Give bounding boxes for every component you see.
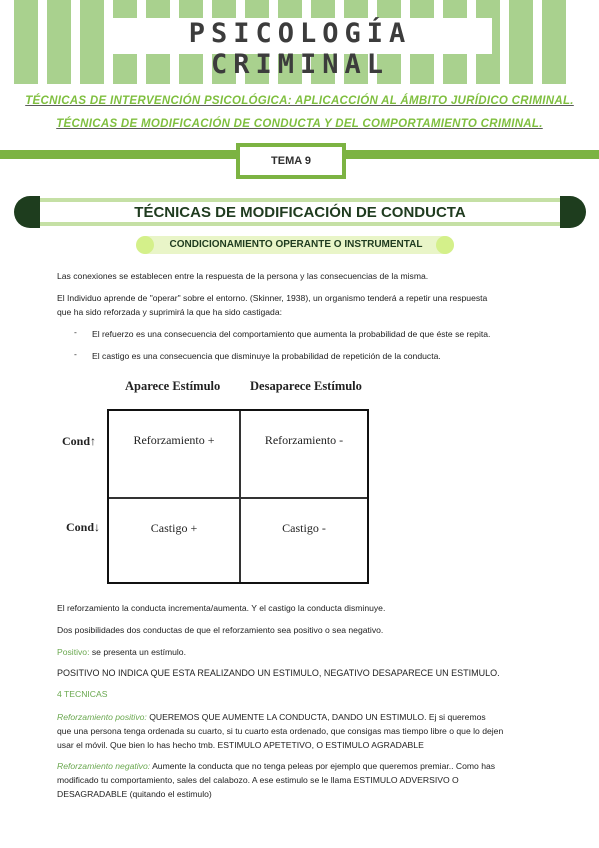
page-title: PSICOLOGÍA CRIMINAL bbox=[188, 18, 412, 80]
tecnicas-heading: 4 TECNICAS bbox=[57, 689, 108, 699]
reforzamiento-negativo-label: Reforzamiento negativo: bbox=[57, 761, 151, 771]
banner-stripe bbox=[40, 222, 560, 226]
reforzamiento-positivo-text: QUEREMOS QUE AUMENTE LA CONDUCTA, DANDO UN ESTIMULO. Ej si queremos bbox=[146, 712, 486, 722]
cell-reforzamiento-negativo: Reforzamiento - bbox=[264, 433, 344, 447]
section-heading-banner bbox=[14, 196, 586, 228]
header-bar bbox=[80, 0, 104, 84]
positivo-text: se presenta un estímulo. bbox=[89, 647, 186, 657]
reforzamiento-negativo-text: Aumente la conducta que no tenga peleas por ejemplo que queremos premiar.. Como has bbox=[150, 761, 496, 771]
reforzamiento-positivo-line-3: usar el móvil. Que bien lo has hecho tmb. ESTIMULO APETETIVO, O ESTIMULO AGRADABLE bbox=[57, 740, 424, 750]
cell-castigo-negativo: Castigo - bbox=[282, 521, 326, 535]
table-divider-horizontal bbox=[109, 497, 367, 499]
reforzamiento-positivo-label: Reforzamiento positivo: bbox=[57, 712, 147, 722]
subtitle-line-2: TÉCNICAS DE MODIFICACIÓN DE CONDUCTA Y DEL COMPORTAMIENTO CRIMINAL. bbox=[56, 118, 543, 130]
header-bar bbox=[509, 0, 533, 84]
cell-castigo-positivo: Castigo + bbox=[150, 521, 198, 535]
column-header-desaparece: Desaparece Estímulo bbox=[250, 379, 362, 393]
reforzamiento-negativo-line-3: DESAGRADABLE (quitando el estimulo) bbox=[57, 789, 212, 799]
subheading: CONDICIONAMIENTO OPERANTE O INSTRUMENTAL bbox=[169, 239, 423, 250]
tema-badge bbox=[236, 143, 346, 179]
bullet-refuerzo: El refuerzo es una consecuencia del comportamiento que aumenta la probabilidad de que éste se repita. bbox=[92, 329, 491, 339]
body-paragraph: Dos posibilidades dos conductas de que el reforzamiento sea positivo o sea negativo. bbox=[57, 625, 384, 635]
reforzamiento-positivo-line-1 bbox=[57, 710, 547, 724]
banner-cap-left bbox=[14, 196, 40, 228]
reinforcement-table bbox=[107, 409, 369, 584]
row-header-cond-up: Cond↑ bbox=[62, 434, 97, 448]
header-bar bbox=[14, 0, 38, 84]
bullet-dash: - bbox=[74, 349, 77, 359]
subtitle-line-1: TÉCNICAS DE INTERVENCIÓN PSICOLÓGICA: APLICACCIÓN AL ÁMBITO JURÍDICO CRIMINAL. bbox=[25, 95, 574, 107]
cell-reforzamiento-positivo: Reforzamiento + bbox=[133, 433, 215, 447]
tema-label: TEMA 9 bbox=[240, 147, 342, 175]
row-header-cond-down: Cond↓ bbox=[66, 520, 101, 534]
reforzamiento-negativo-line-2: modificado tu comportamiento, sales del calabozo. A ese estimulo se le llama ESTIMULO ADVERSIVO O bbox=[57, 775, 459, 785]
skinner-line-1: El Individuo aprende de "operar" sobre el entorno. (Skinner, 1938), un organismo tenderá a repetir una respuesta bbox=[57, 293, 488, 303]
intro-paragraph: Las conexiones se establecen entre la respuesta de la persona y las consecuencias de la misma. bbox=[57, 271, 429, 281]
body-paragraph: El reforzamiento la conducta incrementa/aumenta. Y el castigo la conducta disminuye. bbox=[57, 603, 386, 613]
skinner-line-2: que ha sido reforzada y suprimirá la que ha sido castigada: bbox=[57, 307, 283, 317]
bullet-castigo: El castigo es una consecuencia que disminuye la probabilidad de repetición de la conducta. bbox=[92, 351, 441, 361]
banner-stripe bbox=[40, 198, 560, 202]
header-bar bbox=[47, 0, 71, 84]
column-header-aparece: Aparece Estímulo bbox=[125, 379, 221, 393]
bullet-dash: - bbox=[74, 327, 77, 337]
banner-cap-right bbox=[560, 196, 586, 228]
reforzamiento-positivo-line-2: que una persona tenga ordenada su cuarto, si tu cuarto esta ordenado, que consigas mas tiempo libre o que lo dejen bbox=[57, 726, 504, 736]
reforzamiento-negativo-line-1 bbox=[57, 759, 547, 773]
positivo-note: POSITIVO NO INDICA QUE ESTA REALIZANDO UN ESTIMULO, NEGATIVO DESAPARECE UN ESTIMULO. bbox=[57, 668, 500, 678]
header-bar bbox=[542, 0, 566, 84]
section-heading: TÉCNICAS DE MODIFICACIÓN DE CONDUCTA bbox=[134, 204, 466, 221]
positivo-label: Positivo: bbox=[57, 647, 90, 657]
positivo-definition bbox=[57, 645, 547, 659]
